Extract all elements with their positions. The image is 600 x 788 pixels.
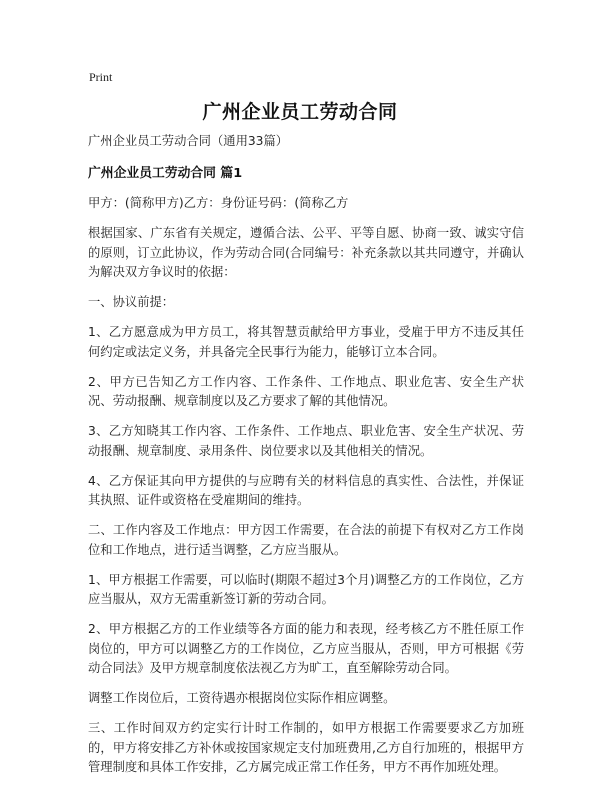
section-heading: 广州企业员工劳动合同 篇1 (88, 165, 243, 181)
paragraph-clause-1-1: 1、乙方愿意成为甲方员工，将其智慧贡献给甲方事业，受雇于甲方不违反其任何约定或法定义务，并具备完全民事行为能力，能够订立本合同。 (88, 325, 524, 359)
paragraph-salary-adjustment: 调整工作岗位后，工资待遇亦根据岗位实际作相应调整。 (88, 691, 396, 705)
paragraph-parties: 甲方：(简称甲方)乙方：身份证号码：(简称乙方 (88, 196, 349, 210)
print-link[interactable]: Print (89, 70, 113, 84)
paragraph-preamble: 根据国家、广东省有关规定，遵循合法、公平、平等自愿、协商一致、诚实守信的原则，订立此协议，作为劳动合同(合同编号：补充条款以其共同遵守，并确认为解决双方争议时的依据： (88, 226, 524, 279)
paragraph-clause-1-4: 4、乙方保证其向甲方提供的与应聘有关的材料信息的真实性、合法性，并保证其执照、证件或资格在受雇期间的维持。 (88, 473, 524, 507)
paragraph-clause-2-1: 1、甲方根据工作需要，可以临时(期限不超过3个月)调整乙方的工作岗位，乙方应当服从，双方无需重新签订新的劳动合同。 (88, 572, 524, 606)
document-body (88, 132, 524, 788)
paragraph-clause-1-2: 2、甲方已告知乙方工作内容、工作条件、工作地点、职业危害、安全生产状况、劳动报酬、规章制度以及乙方要求了解的其他情况。 (88, 374, 524, 408)
paragraph-clause-2-title: 二、工作内容及工作地点：甲方因工作需要，在合法的前提下有权对乙方工作岗位和工作地点，进行适当调整，乙方应当服从。 (88, 523, 524, 557)
paragraph-clause-3: 三、工作时间双方约定实行计时工作制的，如甲方根据工作需要要求乙方加班的，甲方将安排乙方补休或按国家规定支付加班费用,乙方自行加班的，根据甲方管理制度和具体工作安排，乙方属完成正常工作任务，甲方不再作加班处理。 (88, 721, 524, 774)
paragraph-clause-1-title: 一、协议前提： (88, 295, 175, 309)
document-title: 广州企业员工劳动合同 (202, 101, 398, 123)
document-subtitle: 广州企业员工劳动合同（通用33篇） (88, 134, 289, 148)
paragraph-clause-2-2: 2、甲方根据乙方的工作业绩等各方面的能力和表现，经考核乙方不胜任原工作岗位的，甲方可以调整乙方的工作岗位，乙方应当服从，否则，甲方可根据《劳动合同法》及甲方规章制度依法视乙方为旷工，直至解除劳动合同。 (88, 622, 524, 675)
paragraph-clause-1-3: 3、乙方知晓其工作内容、工作条件、工作地点、职业危害、安全生产状况、劳动报酬、规章制度、录用条件、岗位要求以及其他相关的情况。 (88, 424, 524, 458)
